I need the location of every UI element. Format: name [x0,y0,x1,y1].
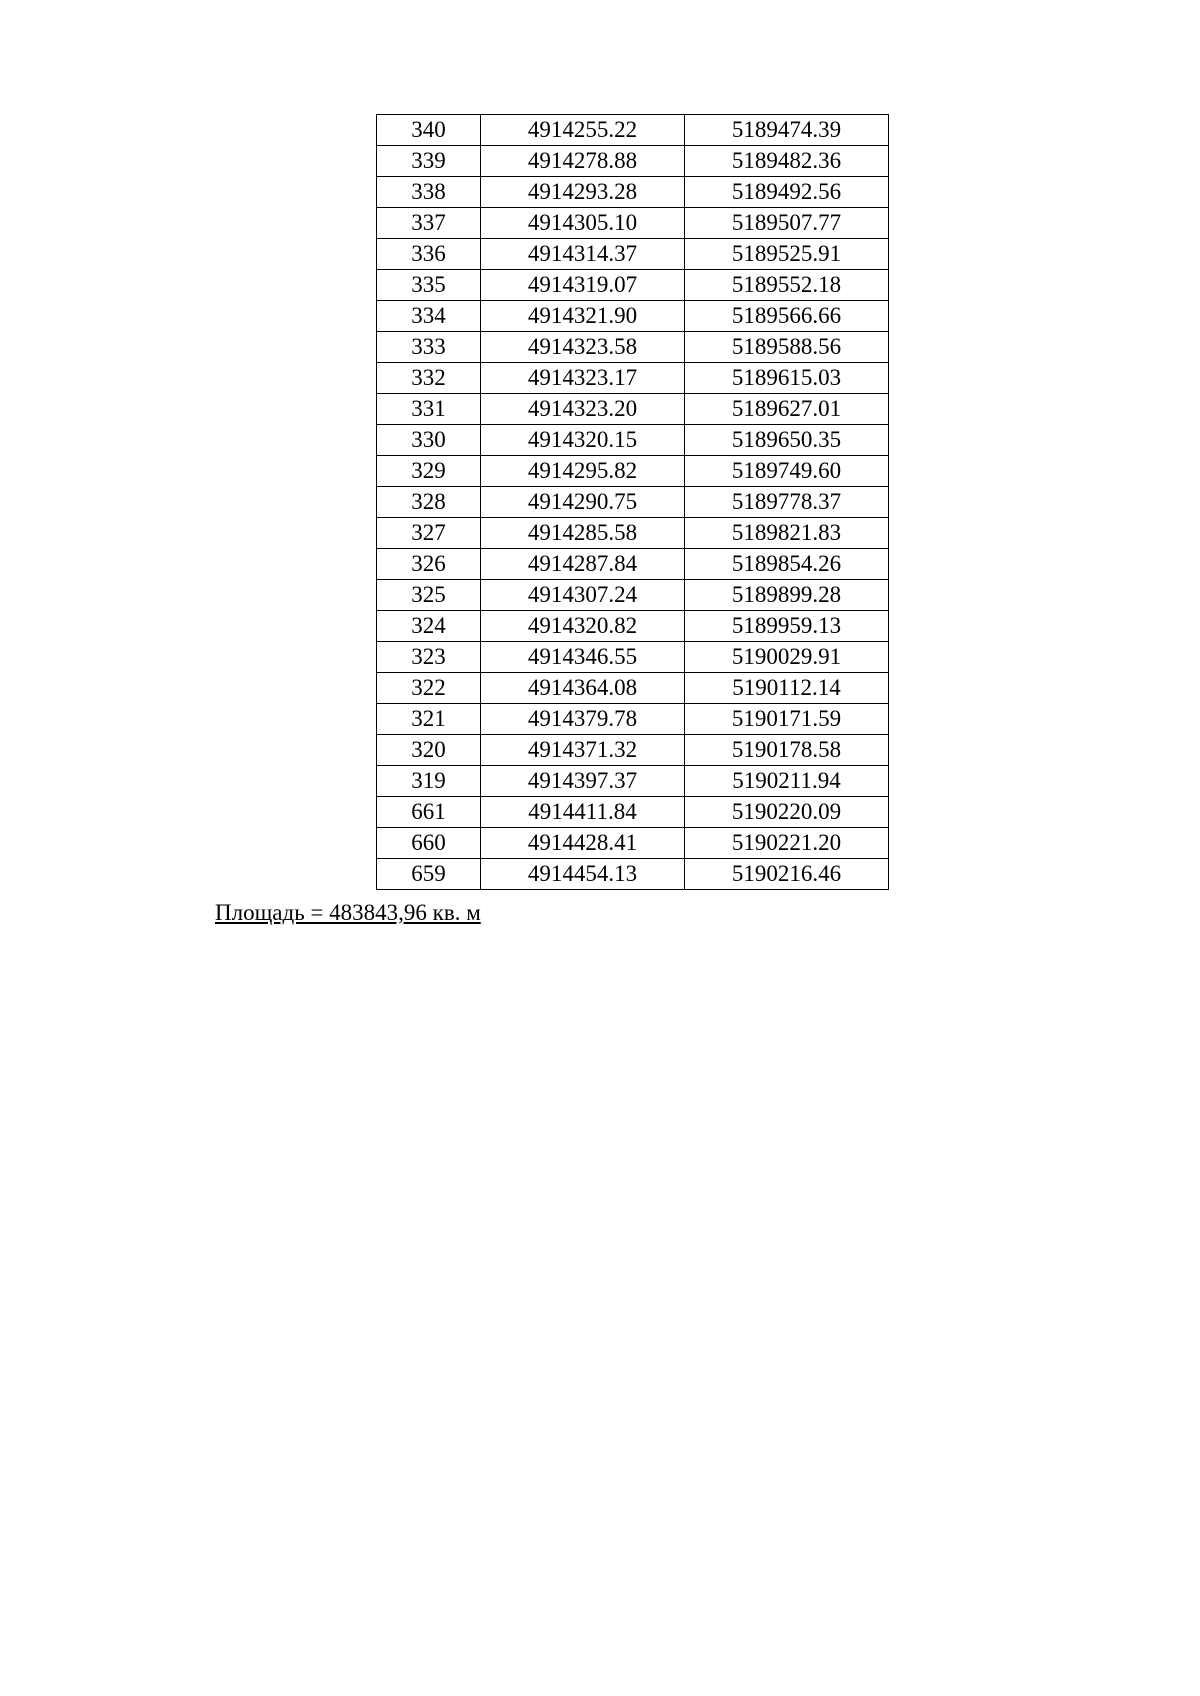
x-coordinate-cell: 4914454.13 [481,859,685,890]
table-row [377,580,889,611]
table-row [377,425,889,456]
coordinates-table-body [377,115,889,890]
point-number-cell: 328 [377,487,481,518]
table-row [377,549,889,580]
y-coordinate-cell: 5189627.01 [685,394,889,425]
point-number-cell: 661 [377,797,481,828]
x-coordinate-cell: 4914371.32 [481,735,685,766]
table-row [377,456,889,487]
point-number-cell: 660 [377,828,481,859]
x-coordinate-cell: 4914346.55 [481,642,685,673]
x-coordinate-cell: 4914397.37 [481,766,685,797]
y-coordinate-cell: 5189492.56 [685,177,889,208]
table-row [377,332,889,363]
point-number-cell: 326 [377,549,481,580]
table-row [377,828,889,859]
x-coordinate-cell: 4914285.58 [481,518,685,549]
point-number-cell: 334 [377,301,481,332]
table-row [377,642,889,673]
y-coordinate-cell: 5190220.09 [685,797,889,828]
table-row [377,487,889,518]
y-coordinate-cell: 5189552.18 [685,270,889,301]
x-coordinate-cell: 4914287.84 [481,549,685,580]
y-coordinate-cell: 5189650.35 [685,425,889,456]
table-row [377,673,889,704]
point-number-cell: 337 [377,208,481,239]
x-coordinate-cell: 4914278.88 [481,146,685,177]
point-number-cell: 324 [377,611,481,642]
point-number-cell: 336 [377,239,481,270]
y-coordinate-cell: 5189899.28 [685,580,889,611]
y-coordinate-cell: 5189959.13 [685,611,889,642]
x-coordinate-cell: 4914290.75 [481,487,685,518]
y-coordinate-cell: 5190112.14 [685,673,889,704]
x-coordinate-cell: 4914323.17 [481,363,685,394]
table-row [377,766,889,797]
y-coordinate-cell: 5189615.03 [685,363,889,394]
y-coordinate-cell: 5189474.39 [685,115,889,146]
table-row [377,270,889,301]
x-coordinate-cell: 4914323.20 [481,394,685,425]
x-coordinate-cell: 4914307.24 [481,580,685,611]
x-coordinate-cell: 4914364.08 [481,673,685,704]
table-row [377,518,889,549]
y-coordinate-cell: 5190211.94 [685,766,889,797]
table-row [377,301,889,332]
point-number-cell: 319 [377,766,481,797]
table-row [377,859,889,890]
point-number-cell: 333 [377,332,481,363]
point-number-cell: 332 [377,363,481,394]
y-coordinate-cell: 5189525.91 [685,239,889,270]
x-coordinate-cell: 4914379.78 [481,704,685,735]
point-number-cell: 335 [377,270,481,301]
point-number-cell: 322 [377,673,481,704]
point-number-cell: 340 [377,115,481,146]
table-row [377,177,889,208]
y-coordinate-cell: 5189507.77 [685,208,889,239]
y-coordinate-cell: 5190178.58 [685,735,889,766]
point-number-cell: 327 [377,518,481,549]
point-number-cell: 330 [377,425,481,456]
x-coordinate-cell: 4914320.82 [481,611,685,642]
x-coordinate-cell: 4914305.10 [481,208,685,239]
table-row [377,363,889,394]
y-coordinate-cell: 5190029.91 [685,642,889,673]
coordinates-table [376,114,889,890]
y-coordinate-cell: 5189566.66 [685,301,889,332]
table-row [377,735,889,766]
y-coordinate-cell: 5189821.83 [685,518,889,549]
table-row [377,239,889,270]
point-number-cell: 329 [377,456,481,487]
x-coordinate-cell: 4914319.07 [481,270,685,301]
y-coordinate-cell: 5189854.26 [685,549,889,580]
table-row [377,394,889,425]
x-coordinate-cell: 4914320.15 [481,425,685,456]
table-row [377,797,889,828]
point-number-cell: 659 [377,859,481,890]
table-row [377,115,889,146]
point-number-cell: 320 [377,735,481,766]
x-coordinate-cell: 4914255.22 [481,115,685,146]
x-coordinate-cell: 4914323.58 [481,332,685,363]
table-row [377,208,889,239]
point-number-cell: 339 [377,146,481,177]
table-row [377,146,889,177]
y-coordinate-cell: 5190216.46 [685,859,889,890]
y-coordinate-cell: 5189588.56 [685,332,889,363]
point-number-cell: 321 [377,704,481,735]
table-row [377,704,889,735]
x-coordinate-cell: 4914411.84 [481,797,685,828]
table-row [377,611,889,642]
x-coordinate-cell: 4914293.28 [481,177,685,208]
y-coordinate-cell: 5189749.60 [685,456,889,487]
point-number-cell: 331 [377,394,481,425]
y-coordinate-cell: 5190221.20 [685,828,889,859]
y-coordinate-cell: 5189482.36 [685,146,889,177]
point-number-cell: 323 [377,642,481,673]
x-coordinate-cell: 4914428.41 [481,828,685,859]
x-coordinate-cell: 4914295.82 [481,456,685,487]
area-total: Площадь = 483843,96 кв. м [215,900,481,925]
y-coordinate-cell: 5189778.37 [685,487,889,518]
point-number-cell: 325 [377,580,481,611]
x-coordinate-cell: 4914321.90 [481,301,685,332]
x-coordinate-cell: 4914314.37 [481,239,685,270]
point-number-cell: 338 [377,177,481,208]
y-coordinate-cell: 5190171.59 [685,704,889,735]
